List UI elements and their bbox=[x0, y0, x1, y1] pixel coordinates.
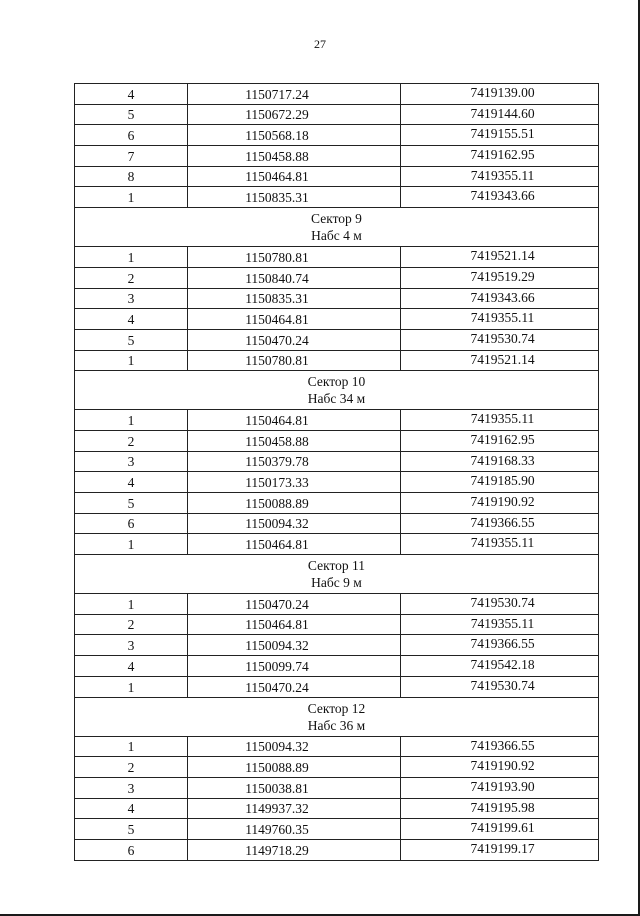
table-row bbox=[75, 736, 599, 757]
table-row bbox=[75, 84, 599, 105]
table-row bbox=[75, 594, 599, 615]
x-coordinate-cell: 1150458.88 bbox=[188, 430, 401, 451]
table-row bbox=[75, 757, 599, 778]
section-header-row bbox=[75, 371, 599, 410]
section-header-cell bbox=[75, 555, 599, 594]
y-coordinate-cell: 7419530.74 bbox=[401, 594, 599, 615]
y-coordinate-cell: 7419195.98 bbox=[401, 798, 599, 819]
table-row bbox=[75, 676, 599, 697]
x-coordinate-cell: 1150458.88 bbox=[188, 146, 401, 167]
section-header-row bbox=[75, 555, 599, 594]
x-coordinate-cell: 1150464.81 bbox=[188, 614, 401, 635]
x-coordinate-cell: 1150470.24 bbox=[188, 594, 401, 615]
point-number-cell: 1 bbox=[75, 676, 188, 697]
y-coordinate-cell: 7419190.92 bbox=[401, 493, 599, 514]
table-row bbox=[75, 430, 599, 451]
point-number-cell: 1 bbox=[75, 736, 188, 757]
point-number-cell: 6 bbox=[75, 513, 188, 534]
table-row bbox=[75, 166, 599, 187]
point-number-cell: 6 bbox=[75, 125, 188, 146]
x-coordinate-cell: 1150379.78 bbox=[188, 451, 401, 472]
section-name: Сектор 11 bbox=[307, 558, 366, 574]
x-coordinate-cell: 1150840.74 bbox=[188, 267, 401, 288]
table-row bbox=[75, 410, 599, 431]
table-row bbox=[75, 451, 599, 472]
table-row bbox=[75, 329, 599, 350]
x-coordinate-cell: 1150470.24 bbox=[188, 329, 401, 350]
x-coordinate-cell: 1150173.33 bbox=[188, 472, 401, 493]
table-row bbox=[75, 288, 599, 309]
table-row bbox=[75, 247, 599, 268]
point-number-cell: 3 bbox=[75, 777, 188, 798]
x-coordinate-cell: 1150780.81 bbox=[188, 350, 401, 371]
point-number-cell: 3 bbox=[75, 288, 188, 309]
point-number-cell: 3 bbox=[75, 451, 188, 472]
section-height: Набс 4 м bbox=[311, 228, 362, 244]
y-coordinate-cell: 7419190.92 bbox=[401, 757, 599, 778]
point-number-cell: 2 bbox=[75, 614, 188, 635]
y-coordinate-cell: 7419199.61 bbox=[401, 819, 599, 840]
table-row bbox=[75, 125, 599, 146]
x-coordinate-cell: 1150088.89 bbox=[188, 757, 401, 778]
section-height: Набс 34 м bbox=[307, 391, 366, 407]
point-number-cell: 3 bbox=[75, 635, 188, 656]
section-header-cell bbox=[75, 208, 599, 247]
point-number-cell: 4 bbox=[75, 656, 188, 677]
point-number-cell: 2 bbox=[75, 757, 188, 778]
point-number-cell: 6 bbox=[75, 839, 188, 860]
x-coordinate-cell: 1150568.18 bbox=[188, 125, 401, 146]
y-coordinate-cell: 7419343.66 bbox=[401, 187, 599, 208]
x-coordinate-cell: 1150717.24 bbox=[188, 84, 401, 105]
point-number-cell: 4 bbox=[75, 84, 188, 105]
point-number-cell: 8 bbox=[75, 166, 188, 187]
section-header-row bbox=[75, 697, 599, 736]
y-coordinate-cell: 7419521.14 bbox=[401, 350, 599, 371]
point-number-cell: 1 bbox=[75, 187, 188, 208]
table-row bbox=[75, 819, 599, 840]
x-coordinate-cell: 1150094.32 bbox=[188, 513, 401, 534]
table-row bbox=[75, 614, 599, 635]
y-coordinate-cell: 7419139.00 bbox=[401, 84, 599, 105]
point-number-cell: 5 bbox=[75, 493, 188, 514]
y-coordinate-cell: 7419542.18 bbox=[401, 656, 599, 677]
table-row bbox=[75, 493, 599, 514]
y-coordinate-cell: 7419530.74 bbox=[401, 329, 599, 350]
point-number-cell: 4 bbox=[75, 472, 188, 493]
section-name: Сектор 10 bbox=[307, 374, 366, 390]
x-coordinate-cell: 1150094.32 bbox=[188, 736, 401, 757]
x-coordinate-cell: 1150464.81 bbox=[188, 309, 401, 330]
point-number-cell: 5 bbox=[75, 104, 188, 125]
section-name: Сектор 9 bbox=[311, 211, 362, 227]
table-row bbox=[75, 635, 599, 656]
y-coordinate-cell: 7419366.55 bbox=[401, 736, 599, 757]
point-number-cell: 1 bbox=[75, 534, 188, 555]
x-coordinate-cell: 1150088.89 bbox=[188, 493, 401, 514]
section-height: Набс 36 м bbox=[307, 717, 366, 733]
table-row bbox=[75, 309, 599, 330]
x-coordinate-cell: 1150780.81 bbox=[188, 247, 401, 268]
y-coordinate-cell: 7419193.90 bbox=[401, 777, 599, 798]
y-coordinate-cell: 7419185.90 bbox=[401, 472, 599, 493]
table-row bbox=[75, 798, 599, 819]
point-number-cell: 7 bbox=[75, 146, 188, 167]
table-row bbox=[75, 656, 599, 677]
y-coordinate-cell: 7419355.11 bbox=[401, 534, 599, 555]
coordinates-table-body bbox=[75, 84, 599, 861]
y-coordinate-cell: 7419162.95 bbox=[401, 430, 599, 451]
y-coordinate-cell: 7419355.11 bbox=[401, 614, 599, 635]
page-number: 27 bbox=[314, 37, 326, 51]
table-row bbox=[75, 104, 599, 125]
point-number-cell: 2 bbox=[75, 430, 188, 451]
point-number-cell: 1 bbox=[75, 594, 188, 615]
x-coordinate-cell: 1150038.81 bbox=[188, 777, 401, 798]
x-coordinate-cell: 1150099.74 bbox=[188, 656, 401, 677]
x-coordinate-cell: 1150835.31 bbox=[188, 187, 401, 208]
point-number-cell: 5 bbox=[75, 329, 188, 350]
table-row bbox=[75, 187, 599, 208]
table-row bbox=[75, 146, 599, 167]
y-coordinate-cell: 7419343.66 bbox=[401, 288, 599, 309]
y-coordinate-cell: 7419355.11 bbox=[401, 410, 599, 431]
section-header-cell bbox=[75, 697, 599, 736]
point-number-cell: 4 bbox=[75, 309, 188, 330]
section-name: Сектор 12 bbox=[307, 700, 366, 716]
x-coordinate-cell: 1150470.24 bbox=[188, 676, 401, 697]
y-coordinate-cell: 7419519.29 bbox=[401, 267, 599, 288]
x-coordinate-cell: 1149718.29 bbox=[188, 839, 401, 860]
section-header-row bbox=[75, 208, 599, 247]
y-coordinate-cell: 7419155.51 bbox=[401, 125, 599, 146]
y-coordinate-cell: 7419162.95 bbox=[401, 146, 599, 167]
y-coordinate-cell: 7419168.33 bbox=[401, 451, 599, 472]
y-coordinate-cell: 7419199.17 bbox=[401, 839, 599, 860]
y-coordinate-cell: 7419355.11 bbox=[401, 309, 599, 330]
x-coordinate-cell: 1150094.32 bbox=[188, 635, 401, 656]
y-coordinate-cell: 7419521.14 bbox=[401, 247, 599, 268]
table-row bbox=[75, 534, 599, 555]
y-coordinate-cell: 7419144.60 bbox=[401, 104, 599, 125]
point-number-cell: 1 bbox=[75, 350, 188, 371]
x-coordinate-cell: 1150464.81 bbox=[188, 534, 401, 555]
table-row bbox=[75, 513, 599, 534]
table-row bbox=[75, 472, 599, 493]
table-row bbox=[75, 777, 599, 798]
point-number-cell: 1 bbox=[75, 247, 188, 268]
point-number-cell: 5 bbox=[75, 819, 188, 840]
section-height: Набс 9 м bbox=[311, 575, 362, 591]
table-row bbox=[75, 350, 599, 371]
table-row bbox=[75, 839, 599, 860]
x-coordinate-cell: 1150835.31 bbox=[188, 288, 401, 309]
x-coordinate-cell: 1150672.29 bbox=[188, 104, 401, 125]
x-coordinate-cell: 1149760.35 bbox=[188, 819, 401, 840]
point-number-cell: 1 bbox=[75, 410, 188, 431]
y-coordinate-cell: 7419530.74 bbox=[401, 676, 599, 697]
y-coordinate-cell: 7419366.55 bbox=[401, 635, 599, 656]
y-coordinate-cell: 7419366.55 bbox=[401, 513, 599, 534]
x-coordinate-cell: 1150464.81 bbox=[188, 410, 401, 431]
coordinates-table bbox=[74, 83, 599, 861]
point-number-cell: 4 bbox=[75, 798, 188, 819]
x-coordinate-cell: 1150464.81 bbox=[188, 166, 401, 187]
table-row bbox=[75, 267, 599, 288]
y-coordinate-cell: 7419355.11 bbox=[401, 166, 599, 187]
x-coordinate-cell: 1149937.32 bbox=[188, 798, 401, 819]
section-header-cell bbox=[75, 371, 599, 410]
point-number-cell: 2 bbox=[75, 267, 188, 288]
